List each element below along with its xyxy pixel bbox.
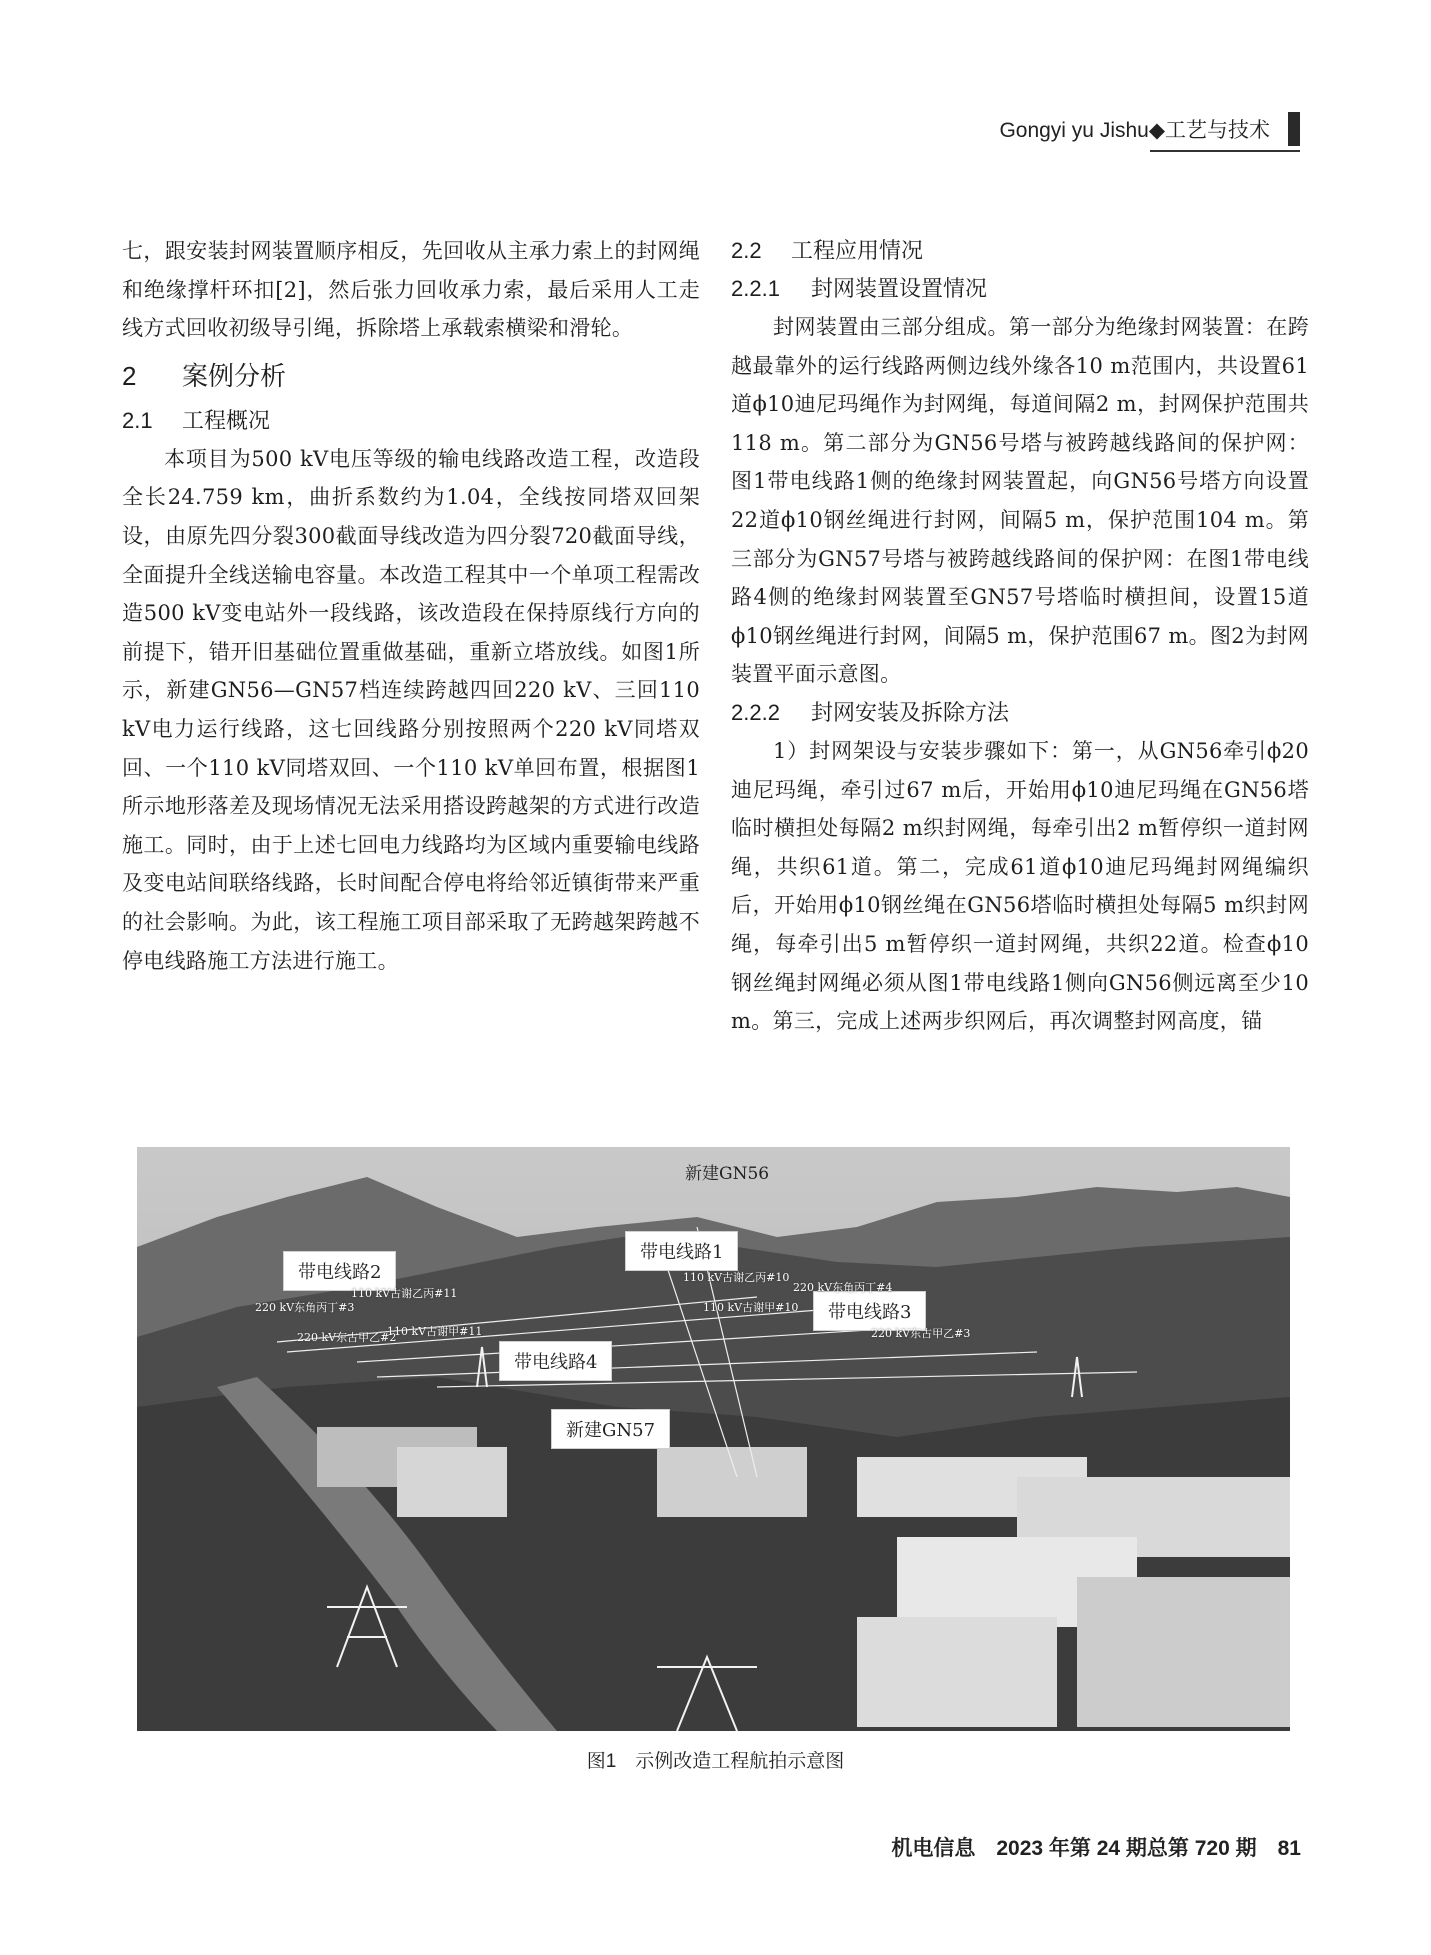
- running-title: Gongyi yu Jishu◆工艺与技术: [999, 119, 1270, 142]
- figure-tag-gn57: 新建GN57: [551, 1409, 670, 1449]
- paragraph-2-2-1: 封网装置由三部分组成。第一部分为绝缘封网装置：在跨越最靠外的运行线路两侧边线外缘各10 m范围内，共设置61道ϕ10迪尼玛绳作为封网绳，每道间隔2 m，封网保护范围共118 m。第二部分为GN56号塔与被跨越线路间的保护网：图1带电线路1侧的绝缘封网装置起，向GN56号塔方向设置22道ϕ10钢丝绳进行封网，间隔5 m，保护范围104 m。第三部分为GN57号塔与被跨越线路间的保护网：在图1带电线路4侧的绝缘封网装置至GN57号塔临时横担间，设置15道ϕ10钢丝绳进行封网，间隔5 m，保护范围67 m。图2为封网装置平面示意图。: [731, 315, 1309, 687]
- paragraph-2-1: 本项目为500 kV电压等级的输电线路改造工程，改造段全长24.759 km，曲折系数约为1.04，全线按同塔双回架设，由原先四分裂300截面导线改造为四分裂720截面导线，全面提升全线送输电容量。本改造工程其中一个单项工程需改造500 kV变电站外一段线路，该改造段在保持原线行方向的前提下，错开旧基础位置重做基础，重新立塔放线。如图1所示，新建GN56—GN57档连续跨越四回220 kV、三回110 kV电力运行线路，这七回线路分别按照两个220 kV同塔双回、一个110 kV同塔双回、一个110 kV单回布置，根据图1所示地形落差及现场情况无法采用搭设跨越架的方式进行改造施工。同时，由于上述七回电力线路均为区域内重要输电线路及变电站间联络线路，长时间配合停电将给邻近镇街带来严重的社会影响。为此，该工程施工项目部采取了无跨越架跨越不停电线路施工方法进行施工。: [122, 446, 700, 973]
- section-title: 封网安装及拆除方法: [811, 699, 1010, 725]
- header-rule: [1150, 150, 1300, 152]
- section-number: 2.1: [122, 407, 153, 433]
- page-footer: 机电信息 2023 年第 24 期总第 720 期 81: [891, 1837, 1301, 1860]
- right-column: [731, 232, 1309, 1041]
- figure-label-110kv-10: 110 kV古谢乙丙#10: [683, 1271, 790, 1284]
- left-column: [122, 232, 700, 980]
- aerial-photo-figure: [137, 1147, 1290, 1731]
- figure-label-220kv-4: 220 kV东角丙丁#4: [793, 1281, 893, 1294]
- figure-tag-line3: 带电线路3: [813, 1291, 926, 1331]
- section-title: 工程概况: [182, 407, 271, 433]
- figure-label-110kv-11: 110 kV古谢乙丙#11: [351, 1287, 458, 1300]
- section-2-heading: [122, 356, 700, 396]
- section-number: 2: [122, 360, 137, 391]
- figure-label-110kv-jia-10: 110 kV古谢甲#10: [703, 1301, 799, 1314]
- figure-tag-line1: 带电线路1: [625, 1231, 738, 1271]
- paragraph-2-2-2: 1）封网架设与安装步骤如下：第一，从GN56牵引ϕ20迪尼玛绳，牵引过67 m后，开始用ϕ10迪尼玛绳在GN56塔临时横担处每隔2 m织封网绳，每牵引出2 m暂停织一道封网绳，共织61道。第二，完成61道ϕ10迪尼玛绳封网绳编织后，开始用ϕ10钢丝绳在GN56塔临时横担处每隔5 m织封网绳，每牵引出5 m暂停织一道封网绳，共织22道。检查ϕ10钢丝绳封网绳必须从图1带电线路1侧向GN56侧远离至少10 m。第三，完成上述两步织网后，再次调整封网高度，锚: [731, 738, 1309, 1034]
- running-header: [980, 110, 1300, 152]
- section-2-2-1-heading: [731, 270, 1309, 308]
- section-number: 2.2.1: [731, 276, 780, 301]
- section-title: 案例分析: [182, 360, 287, 391]
- figure-label-220kv-3: 220 kV东角丙丁#3: [255, 1301, 355, 1314]
- section-title: 封网装置设置情况: [811, 276, 988, 301]
- section-2-2-heading: [731, 232, 1309, 270]
- header-bar-decoration: [1288, 112, 1300, 146]
- section-2-1-heading: [122, 402, 700, 440]
- section-title: 工程应用情况: [791, 238, 924, 263]
- paragraph-continued: 七，跟安装封网装置顺序相反，先回收从主承力索上的封网绳和绝缘撑杆环扣[2]，然后张力回收承力索，最后采用人工走线方式回收初级导引绳，拆除塔上承载索横梁和滑轮。: [122, 239, 700, 341]
- section-number: 2.2.2: [731, 699, 780, 725]
- figure-label-220kv-3b: 220 kV东古甲乙#3: [871, 1327, 971, 1340]
- section-2-2-2-heading: [731, 694, 1309, 732]
- figure-caption: 图1 示例改造工程航拍示意图: [586, 1751, 845, 1772]
- figure-label-110kv-jia-11: 110 kV古谢甲#11: [387, 1325, 483, 1338]
- figure-label-220kv-2: 220 kV东古甲乙#2: [297, 1331, 397, 1344]
- section-number: 2.2: [731, 238, 762, 263]
- figure-tag-line4: 带电线路4: [499, 1341, 612, 1381]
- figure-tag-line2: 带电线路2: [283, 1251, 396, 1291]
- figure-label-gn56: 新建GN56: [685, 1164, 770, 1184]
